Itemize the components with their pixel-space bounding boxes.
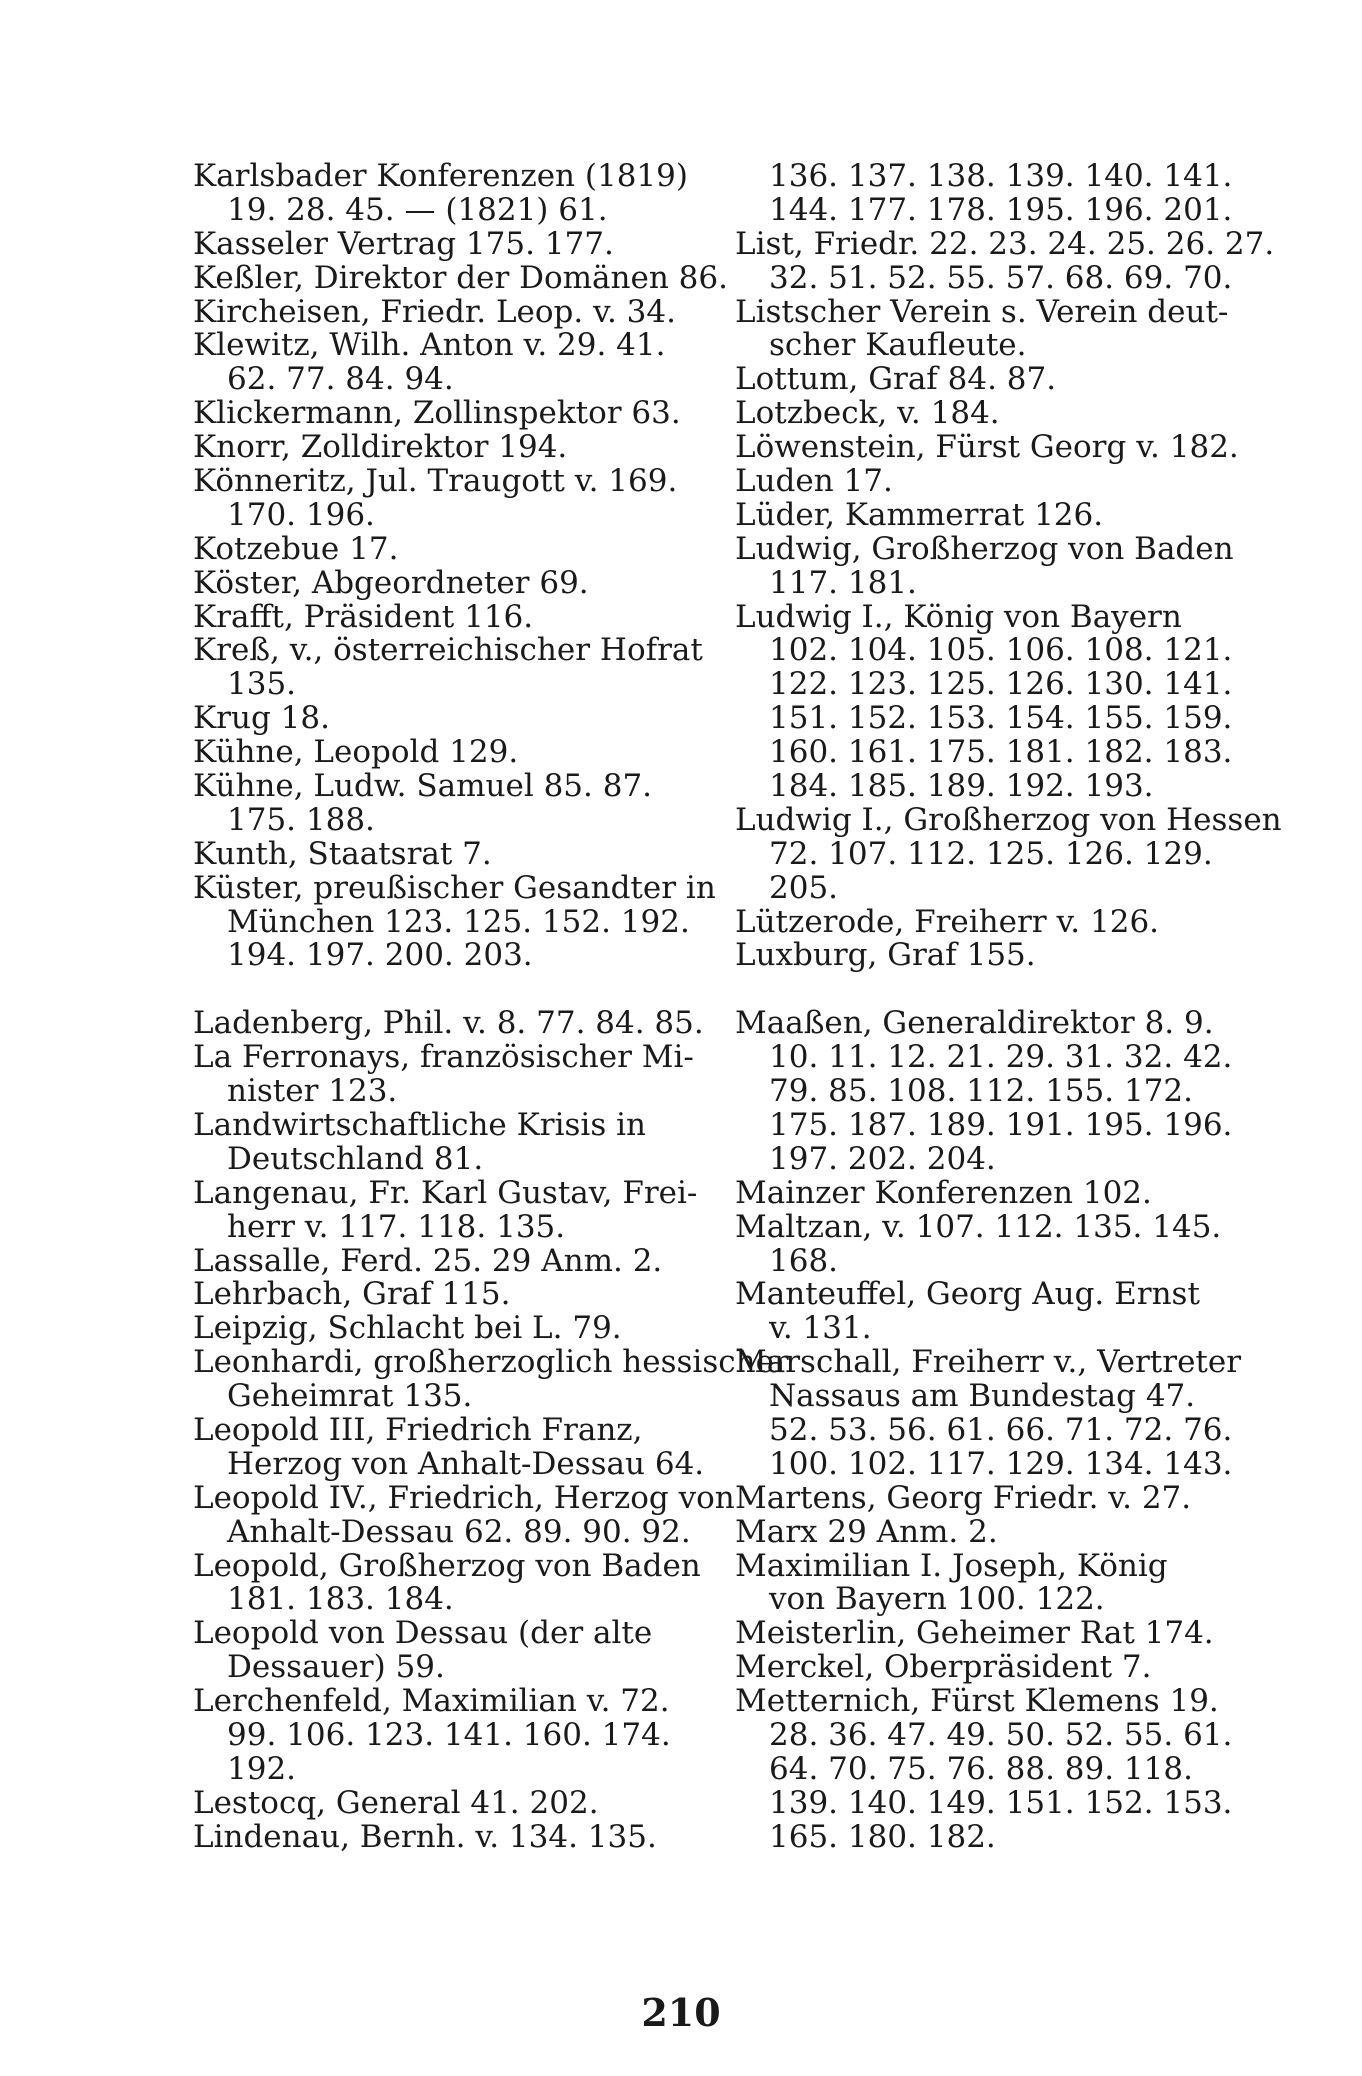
index-entry: Ludwig I., Großherzog von Hessen (735, 801, 1282, 838)
index-entry: Krafft, Präsident 116. (193, 598, 534, 635)
index-entry-continuation: 194. 197. 200. 203. (227, 937, 533, 974)
index-entry-continuation: Deutschland 81. (227, 1140, 484, 1177)
index-entry: Lehrbach, Graf 115. (193, 1276, 511, 1313)
index-entry: Langenau, Fr. Karl Gustav, Frei- (193, 1174, 698, 1211)
index-entry: La Ferronays, französischer Mi- (193, 1039, 694, 1076)
index-entry: Ludwig, Großherzog von Baden (735, 530, 1234, 567)
index-entry: Martens, Georg Friedr. v. 27. (735, 1479, 1192, 1516)
index-entry: Leopold III, Friedrich Franz, (193, 1411, 643, 1448)
index-entry-continuation: 135. (227, 666, 297, 703)
index-entry: Leopold IV., Friedrich, Herzog von (193, 1479, 735, 1516)
index-entry-continuation: 197. 202. 204. (769, 1140, 996, 1177)
index-entry: Keßler, Direktor der Domänen 86. (193, 259, 728, 296)
index-entry: Metternich, Fürst Klemens 19. (735, 1683, 1219, 1720)
index-entry-continuation: 19. 28. 45. — (1821) 61. (227, 191, 608, 228)
index-entry: Kühne, Ludw. Samuel 85. 87. (193, 768, 653, 805)
index-entry-continuation: 151. 152. 153. 154. 155. 159. (769, 700, 1233, 737)
index-entry-continuation: herr v. 117. 118. 135. (227, 1208, 566, 1245)
index-entry: Leipzig, Schlacht bei L. 79. (193, 1310, 622, 1347)
index-entry-continuation: 122. 123. 125. 126. 130. 141. (769, 666, 1233, 703)
index-entry-continuation: 100. 102. 117. 129. 134. 143. (769, 1445, 1233, 1482)
index-entry: Maximilian I. Joseph, König (735, 1547, 1168, 1584)
index-entry-continuation: 139. 140. 149. 151. 152. 153. (769, 1784, 1233, 1821)
index-entry-continuation: Herzog von Anhalt-Dessau 64. (227, 1445, 705, 1482)
index-entry: Ladenberg, Phil. v. 8. 77. 84. 85. (193, 1005, 704, 1042)
index-entry: Kotzebue 17. (193, 530, 399, 567)
index-entry: Maaßen, Generaldirektor 8. 9. (735, 1005, 1214, 1042)
index-entry-continuation: 144. 177. 178. 195. 196. 201. (769, 191, 1233, 228)
index-entry-continuation: 99. 106. 123. 141. 160. 174. (227, 1716, 671, 1753)
index-entry-continuation: v. 131. (769, 1310, 872, 1347)
index-entry: Marx 29 Anm. 2. (735, 1513, 998, 1550)
index-entry-continuation: 72. 107. 112. 125. 126. 129. (769, 835, 1213, 872)
index-entry-continuation: Nassaus am Bundestag 47. (769, 1378, 1196, 1415)
index-entry-continuation: 175. 187. 189. 191. 195. 196. (769, 1106, 1233, 1143)
index-entry-continuation: 168. (769, 1242, 839, 1279)
index-entry: Meisterlin, Geheimer Rat 174. (735, 1615, 1214, 1652)
index-entry: Klickermann, Zollinspektor 63. (193, 395, 681, 432)
index-entry: Manteuffel, Georg Aug. Ernst (735, 1276, 1200, 1313)
index-entry-continuation: 28. 36. 47. 49. 50. 52. 55. 61. (769, 1716, 1233, 1753)
index-entry: Lindenau, Bernh. v. 134. 135. (193, 1818, 657, 1855)
index-entry: Landwirtschaftliche Krisis in (193, 1106, 646, 1143)
index-entry: Maltzan, v. 107. 112. 135. 145. (735, 1208, 1222, 1245)
right-column (735, 158, 1282, 1855)
index-entry: Knorr, Zolldirektor 194. (193, 429, 568, 466)
index-entry-continuation: 10. 11. 12. 21. 29. 31. 32. 42. (769, 1039, 1233, 1076)
index-entry-continuation: 64. 70. 75. 76. 88. 89. 118. (769, 1750, 1193, 1787)
index-entry: Kreß, v., österreichischer Hofrat (193, 632, 703, 669)
index-entry: Merckel, Oberpräsident 7. (735, 1649, 1152, 1686)
index-entry-continuation: 160. 161. 175. 181. 182. 183. (769, 734, 1233, 771)
index-entry-continuation: 32. 51. 52. 55. 57. 68. 69. 70. (769, 259, 1233, 296)
index-entry: Lerchenfeld, Maximilian v. 72. (193, 1683, 670, 1720)
index-entry-continuation: scher Kaufleute. (769, 327, 1027, 364)
index-entry: Listscher Verein s. Verein deut- (735, 293, 1229, 330)
index-entry: Klewitz, Wilh. Anton v. 29. 41. (193, 327, 666, 364)
index-entry: Lassalle, Ferd. 25. 29 Anm. 2. (193, 1242, 663, 1279)
index-entry-continuation: Geheimrat 135. (227, 1378, 473, 1415)
index-entry-continuation: 205. (769, 869, 839, 906)
index-entry-continuation: 136. 137. 138. 139. 140. 141. (769, 158, 1233, 194)
index-entry: Löwenstein, Fürst Georg v. 182. (735, 429, 1239, 466)
index-entry-continuation: 52. 53. 56. 61. 66. 71. 72. 76. (769, 1411, 1233, 1448)
index-entry-continuation: München 123. 125. 152. 192. (227, 903, 690, 940)
index-entry: Karlsbader Konferenzen (1819) (193, 158, 688, 194)
index-entry: List, Friedr. 22. 23. 24. 25. 26. 27. (735, 225, 1275, 262)
index-entry: Kühne, Leopold 129. (193, 734, 519, 771)
index-entry: Lüder, Kammerrat 126. (735, 496, 1104, 533)
page-number: 210 (641, 1990, 721, 2035)
index-entry-continuation: 170. 196. (227, 496, 375, 533)
index-entry-continuation: 192. (227, 1750, 297, 1787)
index-entry: Krug 18. (193, 700, 330, 737)
index-entry-continuation: 79. 85. 108. 112. 155. 172. (769, 1073, 1193, 1110)
section-gap (735, 973, 1255, 1007)
index-entry: Leopold, Großherzog von Baden (193, 1547, 701, 1584)
index-entry: Mainzer Konferenzen 102. (735, 1174, 1152, 1211)
index-entry-continuation: von Bayern 100. 122. (769, 1581, 1105, 1618)
index-entry-continuation: 181. 183. 184. (227, 1581, 454, 1618)
index-entry: Leonhardi, großherzoglich hessischer (193, 1344, 789, 1381)
index-entry: Küster, preußischer Gesandter in (193, 869, 716, 906)
index-entry: Luden 17. (735, 463, 893, 500)
left-column (193, 158, 789, 1855)
index-entry-continuation: nister 123. (227, 1073, 398, 1110)
index-entry: Kasseler Vertrag 175. 177. (193, 225, 614, 262)
index-entry: Kircheisen, Friedr. Leop. v. 34. (193, 293, 676, 330)
index-entry-continuation: 175. 188. (227, 801, 375, 838)
index-entry: Köster, Abgeordneter 69. (193, 564, 589, 601)
index-entry-continuation: Dessauer) 59. (227, 1649, 445, 1686)
index-entry: Ludwig I., König von Bayern (735, 598, 1182, 635)
index-entry-continuation: 102. 104. 105. 106. 108. 121. (769, 632, 1233, 669)
index-entry: Lestocq, General 41. 202. (193, 1784, 599, 1821)
index-entry-continuation: 62. 77. 84. 94. (227, 361, 454, 398)
index-entry-continuation: Anhalt-Dessau 62. 89. 90. 92. (227, 1513, 691, 1550)
index-entry: Könneritz, Jul. Traugott v. 169. (193, 463, 678, 500)
index-entry-continuation: 165. 180. 182. (769, 1818, 996, 1855)
index-entry: Leopold von Dessau (der alte (193, 1615, 653, 1652)
index-entry: Lotzbeck, v. 184. (735, 395, 1000, 432)
index-entry-continuation: 184. 185. 189. 192. 193. (769, 768, 1154, 805)
index-entry: Marschall, Freiherr v., Vertreter (735, 1344, 1242, 1381)
index-entry: Lützerode, Freiherr v. 126. (735, 903, 1160, 940)
section-gap (193, 973, 721, 1007)
index-entry: Luxburg, Graf 155. (735, 937, 1036, 974)
index-entry: Lottum, Graf 84. 87. (735, 361, 1057, 398)
index-entry: Kunth, Staatsrat 7. (193, 835, 492, 872)
index-entry-continuation: 117. 181. (769, 564, 917, 601)
